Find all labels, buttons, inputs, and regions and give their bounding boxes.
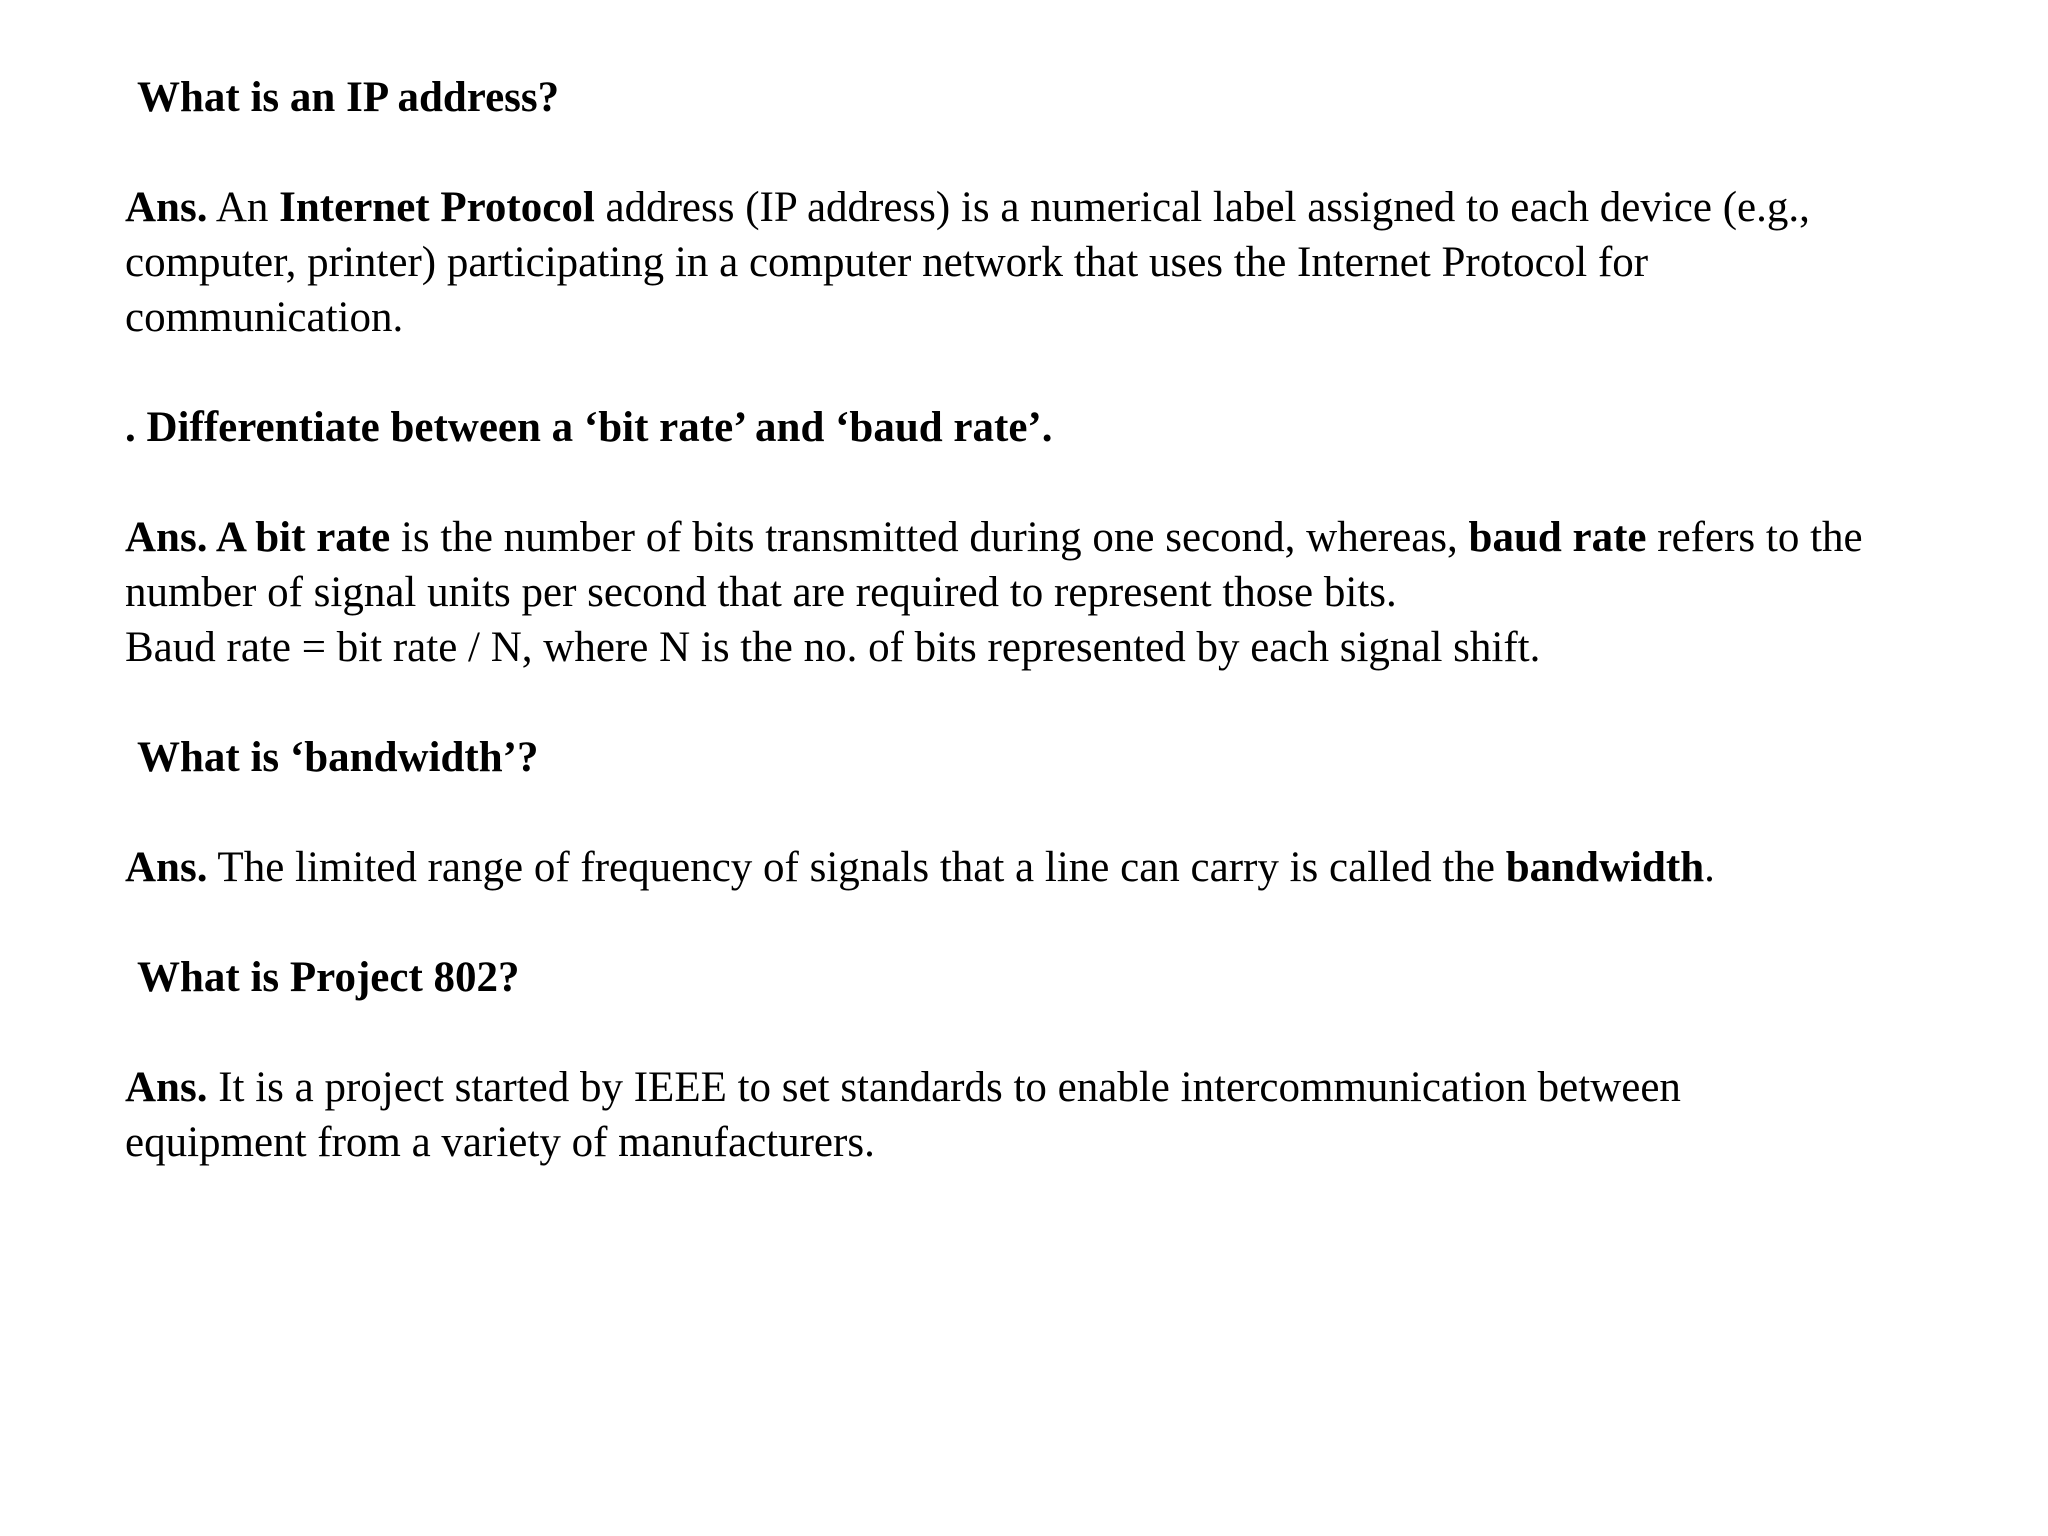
answer-line — [125, 180, 2025, 235]
answer-prefix: Ans. A bit rate — [125, 514, 391, 561]
answer-project-802 — [125, 1060, 2025, 1170]
answer-ip-address — [125, 180, 2025, 345]
answer-line: number of signal units per second that are required to represent those bits. — [125, 569, 1397, 616]
answer-text: . — [1704, 844, 1715, 891]
question-bandwidth: What is ‘bandwidth’? — [137, 734, 539, 781]
document-body — [125, 70, 2025, 1170]
answer-text: address (IP address) is a numerical label assigned to each device (e.g., — [594, 184, 1810, 231]
answer-bandwidth — [125, 840, 2025, 895]
answer-bit-vs-baud-rate — [125, 510, 2025, 675]
answer-prefix: Ans. — [125, 1064, 208, 1111]
answer-prefix: Ans. — [125, 184, 208, 231]
answer-bold-term: baud rate — [1468, 514, 1647, 561]
question-ip-address: What is an IP address? — [137, 74, 560, 121]
answer-text: is the number of bits transmitted during one second, whereas, — [390, 514, 1469, 561]
answer-bold-term: Internet Protocol — [279, 184, 595, 231]
answer-text: An — [207, 184, 280, 231]
answer-bold-term: bandwidth — [1505, 844, 1705, 891]
question-project-802: What is Project 802? — [137, 954, 520, 1001]
answer-line: equipment from a variety of manufacturers. — [125, 1119, 875, 1166]
answer-text: The limited range of frequency of signals that a line can carry is called the — [207, 844, 1506, 891]
answer-text: It is a project started by IEEE to set standards to enable intercommunication between — [207, 1064, 1681, 1111]
answer-line — [125, 1060, 2025, 1115]
answer-text: refers to the — [1646, 514, 1863, 561]
answer-line: computer, printer) participating in a computer network that uses the Internet Protocol for — [125, 239, 1649, 286]
answer-line — [125, 510, 2025, 565]
answer-line — [125, 840, 2025, 895]
answer-line: Baud rate = bit rate / N, where N is the no. of bits represented by each signal shift. — [125, 624, 1541, 671]
answer-prefix: Ans. — [125, 844, 208, 891]
question-bit-vs-baud-rate: . Differentiate between a ‘bit rate’ and ‘baud rate’. — [125, 404, 1053, 451]
answer-line: communication. — [125, 294, 404, 341]
